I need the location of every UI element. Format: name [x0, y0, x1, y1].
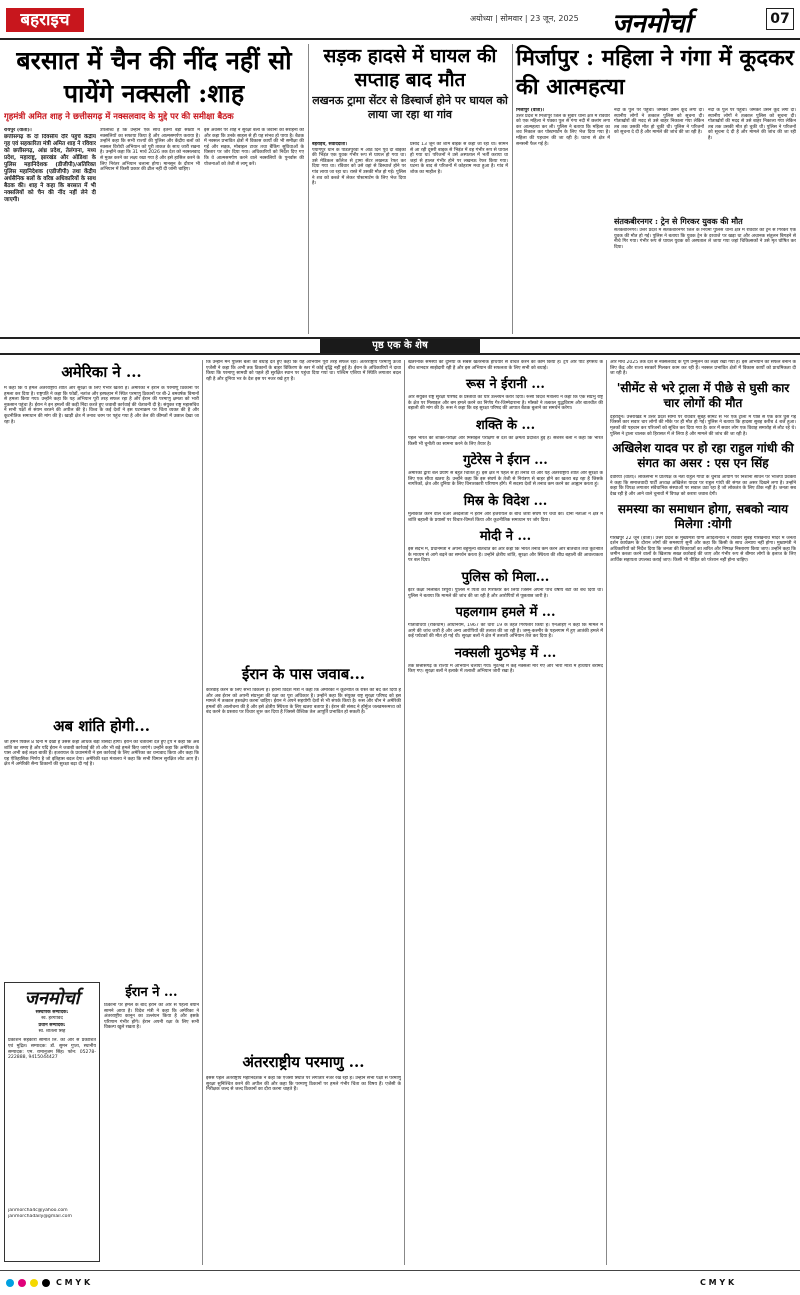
body-text: प्रसाद 13 जून की शाम बाइक से कहीं जा रहा था। सामने से आ रही दूसरी बाइक से भिड़ंत में वह गंभीर रूप से घायल हो गया था। परिजनों ने उसे अस्पताल में भर्ती कराया था जहां से हालत गंभीर होने पर लखनऊ रेफर किया गया। घटना के बाद से परिजनों में कोहराम मचा हुआ है। गांव में शोक का माहौल है।: [410, 142, 508, 175]
day: सोमवार: [500, 14, 523, 23]
headline: मोदी ने ...: [479, 529, 532, 545]
headline: रूस ने ईरानी ...: [466, 377, 545, 393]
headline: ईरान के पास जवाब...: [241, 665, 366, 683]
headline: समस्या का समाधान होगा, सबको न्याय मिलेगा :योगी: [617, 501, 789, 531]
story1-col3: [204, 128, 304, 333]
subhead: गृहमंत्री अमित शाह ने छत्तीसगढ़ में नक्सलवाद के मुद्दे पर की समीक्षा बैठक: [4, 112, 234, 122]
body-text: उपलब्धि है कि उन्होंने एक साथ इतनी बड़ी संख्या में नक्सलियों का सफाया किया है और आत्मसमर्पण कराया है। उन्होंने कहा कि सभी राज्यों की पुलिस और केंद्रीय बलों को नक्सल विरोधी अभियान को पूरी ताकत के साथ जारी रखना है। उन्होंने कहा कि 31 मार्च 2026 तक देश को नक्सलवाद से मुक्त करने का लक्ष्य रखा गया है और इसे हासिल करने के लिए निरंतर अभियान चलाना होगा। मानसून के दौरान भी अभियान में किसी प्रकार की ढील नहीं दी जानी चाहिए।: [100, 128, 200, 173]
headline: गुटेरेस ने ईरान ...: [463, 453, 548, 469]
body-text: नदी के पुल पर पहुंची। जमकर उसने कूद लगा दी। स्थानीय लोगों ने तत्काल पुलिस को सूचना दी। गोताखोरों की मदद से उसे बाहर निकाला गया लेकिन तब तक उसकी मौत हो चुकी थी। पुलिस ने परिजनों को सूचना दे दी है और मामले की जांच की जा रही है।: [708, 108, 796, 141]
body-text: उत्तर प्रदेश में मिर्जापुर जिले के सुवार थाना क्षेत्र में रविवार को एक महिला ने पक्का पुल से गंगा नदी में छलांग लगा कर आत्महत्या कर ली। पुलिस ने बताया कि महिला का शव निकाल कर पोस्टमार्टम के लिए भेज दिया गया है। महिला की पहचान की जा रही है। घटना से क्षेत्र में सनसनी फैल गई है।: [516, 113, 610, 147]
body-text: इस अवसर पर शाह ने सुरक्षा बलों के जवानों की सराहना की और कहा कि उनके साहस से ही यह संभव हो पाया है। बैठक में नक्सल प्रभावित क्षेत्रों में विकास कार्यों की भी समीक्षा की गई और सड़क, मोबाइल टावर तथा बैंकिंग सुविधाओं के विस्तार पर जोर दिया गया। अधिकारियों को निर्देश दिए गए कि वे आत्मसमर्पण करने वाले नक्सलियों के पुनर्वास की योजनाओं को तेजी से लागू करें।: [204, 128, 304, 167]
body-text: पयागपुर थाने के पंडितपुरवा में आठ दिन पूर्व दो बाइकों की भिड़ंत एक युवक गंभीर रूप से घायल हो गया था। उसे मेडिकल कॉलेज से ट्रामा सेंटर लखनऊ रेफर कर दिया गया था। रविवार को उसे वहां से डिस्चार्ज होने पर गांव लाया जा रहा था। रास्ते में उसकी मौत हो गई। पुलिस ने शव को कब्जे में लेकर पोस्टमार्टम के लिए भेज दिया है।: [312, 147, 406, 187]
body-text: कि उन्होंने मैंने पुलिस बलों को बधाई देते हुए कहा कि यह अभियान पूरी तरह सफल रहा। अंतरराष्ट्रीय परमाणु ऊर्जा एजेंसी ने कहा कि अभी तक ठिकानों के बाहर विकिरण के स्तर में कोई वृद्धि नहीं हुई है। ईरान के अधिकारियों ने दावा किया कि परमाणु सामग्री को पहले ही सुरक्षित स्थान पर पहुंचा दिया गया था। पश्चिम एशिया में स्थिति लगातार बदल रही है और दुनिया भर के देश इस पर नजर रखे हुए हैं।: [206, 360, 401, 382]
date: 23 जून, 2025: [530, 14, 579, 23]
col-iran-reply: [206, 360, 401, 1265]
body-text: अमेरिका द्वारा बल प्रयोग से बहुत चिंतित हूं। इस क्षेत्र में पहले से ही तनाव था और यह अंतरराष्ट्रीय शांति और सुरक्षा के लिए एक सीधा खतरा है। उन्होंने कहा कि इस संघर्ष के तेजी से नियंत्रण से बाहर होने का खतरा बढ़ रहा है जिसके नागरिकों, क्षेत्र और दुनिया के लिए विनाशकारी परिणाम होंगे। मैं सदस्य देशों से तनाव कम करने का आह्वान करता हूं।: [408, 471, 603, 488]
story3-col1: [516, 108, 610, 334]
email[interactable]: janmorchadaily@gmail.com: [8, 1213, 72, 1219]
col-world: [408, 360, 603, 1265]
headline: अब शांति होगी...: [53, 717, 150, 735]
section-tag: बहराइच: [6, 8, 84, 32]
body-text: नदी के पुल पर पहुंची। जमकर उसने कूद लगा दी। स्थानीय लोगों ने तत्काल पुलिस को सूचना दी। गोताखोरों की मदद से उसे बाहर निकाला गया लेकिन तब तक उसकी मौत हो चुकी थी। पुलिस ने परिजनों को सूचना दे दी है और मामले की जांच की जा रही है।: [614, 108, 704, 136]
body-text: और संयुक्त राष्ट्र सुरक्षा परिषद के प्रस्तावों का घोर उल्लंघन करार दिया। रूसी विदेश मंत्रालय ने कहा कि एक संप्रभु राष्ट्र के क्षेत्र पर मिसाइल और बम हमले करने का निर्णय गैर-जिम्मेदाराना है। मॉस्को ने तत्काल युद्धविराम और बातचीत की बहाली की मांग की है। रूस ने कहा कि वह सुरक्षा परिषद की आपात बैठक बुलाने का समर्थन करेगा।: [408, 395, 603, 412]
editorial-logo: जनमोर्चा: [24, 988, 80, 1009]
yellow-mark: [30, 1279, 38, 1287]
headline: सड़क हादसे में घायल की सप्ताह बाद मौत: [323, 45, 497, 91]
headline: पुलिस को मिला...: [461, 569, 550, 585]
headline: शक्ति के ...: [475, 417, 536, 433]
info: प्रकाशन सहकारी समिति लि. की ओर से प्रकाशित एवं मुद्रित। सम्पादक: डॉ. सुमन गुप्ता, स्थानीय सम्पादक: एम. रामानुजम सिंह। फोन: 05278-222888, 9415044427: [8, 1038, 96, 1061]
label: प्रधान सम्पादक:: [38, 1023, 66, 1029]
subhead: लखनऊ ट्रामा सेंटर से डिस्चार्ज होने पर घायल को लाया जा रहा था गांव: [312, 94, 508, 121]
story1-col2: [100, 128, 200, 333]
name: स्व. हरगोविंद: [41, 1015, 63, 1021]
body-text: में कहा कि ये हमले अंतरराष्ट्रीय शांति और सुरक्षा के लिए गंभीर खतरा हैं। अमेरिका ने ईरान के परमाणु ठिकानों पर हमला कर दिया है। राष्ट्रपति ने कहा कि फोर्डो, नतांज और इस्फहान में स्थित परमाणु ठिकानों पर बी-2 बमवर्षक विमानों से हमला किया गया। उन्होंने कहा कि यह अभियान पूरी तरह सफल रहा है और ईरान की परमाणु क्षमता को भारी नुकसान पहुंचा है। ईरान ने इन हमलों की कड़ी निंदा करते हुए जवाबी कार्रवाई की चेतावनी दी है। संयुक्त राष्ट्र महासचिव ने सभी पक्षों से संयम बरतने की अपील की है। विश्व के कई देशों ने इस घटनाक्रम पर चिंता व्यक्त की है और कूटनीतिक समाधान की मांग की है। खाड़ी क्षेत्र में तनाव चरम पर पहुंच गया है और तेल की कीमतों में उछाल देखा जा रहा है।: [4, 386, 199, 425]
body-text: खतरनाक समस्या को दुनिया के सबसे खतरनाक हथियार से वंचित करने का काम किया है। ट्रंप और पीट हेगसेथ के बीच शानदार साझेदारी रही है और इस अभियान की सफलता के लिए सभी को बधाई।: [408, 360, 603, 371]
headline: नक्सली मुठभेड़ में ...: [454, 645, 557, 661]
masthead: [0, 0, 800, 40]
col-america: [4, 360, 199, 975]
cyan-mark: [6, 1279, 14, 1287]
body-text: देहरादून। उत्तराखंड में उत्तर प्रदेश सीमा पर रविवार सुबह सीमेंट से भरे एक ट्राला में पीछे से एक कार घुस गई जिससे कार सवार चार लोगों की मौके पर ही मौत हो गई। पुलिस ने बताया कि हादसा सुबह करीब 4 बजे हुआ। मृतकों की पहचान कर परिजनों को सूचित कर दिया गया है। कार में सवार लोग एक विवाह समारोह से लौट रहे थे। पुलिस ने ट्राला चालक को हिरासत में ले लिया है और मामले की जांच की जा रही है।: [610, 414, 796, 437]
body-text: इस संदर्भ में, प्रधानमंत्री ने अपनी बहुमूल्य बातचीत की और कहा कि भारत तनाव कम करने और बातचीत तथा कूटनीति के माध्यम से आगे बढ़ने का समर्थन करता है। उन्होंने क्षेत्रीय शांति, सुरक्षा और स्थिरता की शीघ्र बहाली की आवश्यकता पर बल दिया।: [408, 547, 603, 564]
registration-label: C M Y K: [56, 1278, 91, 1287]
story2-col1: [312, 142, 406, 334]
headline: अंतरराष्ट्रीय परमाणु ...: [242, 1053, 365, 1071]
story1-col1: [4, 128, 96, 333]
footer: [0, 1270, 800, 1295]
col-iran-ne: [104, 982, 199, 1262]
black-mark: [42, 1279, 50, 1287]
headline: अखिलेश यादव पर हो रहा राहुल गांधी की संगत का असर : एस एन सिंह: [612, 441, 794, 471]
body-text: गोरखपुर 22 जून (वार्ता)। उत्तर प्रदेश के मुख्यमंत्री योगी आदित्यनाथ ने रविवार सुबह गोरखनाथ मंदिर में जनता दर्शन कार्यक्रम के दौरान लोगों की समस्याएं सुनीं और कहा कि किसी के साथ अन्याय नहीं होगा। मुख्यमंत्री ने अधिकारियों को निर्देश दिया कि जनता की शिकायतों का त्वरित और निष्पक्ष निस्तारण किया जाए। उन्होंने कहा कि जमीन कब्जा करने वालों के खिलाफ सख्त कार्रवाई की जाए और गंभीर रूप से बीमार लोगों के इलाज के लिए आर्थिक सहायता उपलब्ध कराई जाए। किसी भी पीड़ित को परेशान नहीं होना चाहिए।: [610, 535, 796, 563]
city: अयोध्या: [470, 14, 493, 23]
banner-label: पृष्ठ एक के शेष: [320, 339, 480, 353]
name: स्व. शीतला सिंह: [38, 1028, 66, 1034]
body-text: देवरिया (वार्ता)। लोकसभा में प्रतिपक्ष के नेता राहुल गांधी के चुनाव आयोग पर निशाना साधने पर भाजपा प्रवक्ता ने कहा कि समाजवादी पार्टी अध्यक्ष अखिलेश यादव पर राहुल गांधी की संगत का असर दिखने लगा है। उन्होंने कहा कि विपक्ष लगातार संवैधानिक संस्थाओं पर सवाल उठा रहा है जो लोकतंत्र के लिए ठीक नहीं है। जनता सब देख रही है और आने वाले चुनावों में विपक्ष को करारा जवाब देगी।: [610, 475, 796, 497]
body-text: मुलाकात करने वाले चेअर अब्देलाती ने ईरान और इजरायल के बीच जारी संघर्ष पर चर्चा की। दोनों नेताओं ने क्षेत्र में शांति बहाली के प्रयासों पर विचार-विमर्श किया और कूटनीतिक समाधान पर जोर दिया।: [408, 511, 603, 523]
headline: 'सीमेंट से भरे ट्राला में पीछे से घुसी कार चार लोगों की मौत: [616, 380, 790, 410]
magenta-mark: [18, 1279, 26, 1287]
story3-sub: [614, 216, 796, 334]
brand-logo: जनमोर्चा: [612, 9, 692, 39]
registration-label: C M Y K: [700, 1278, 735, 1287]
body-text: कार्रवाई करने के लिए सभी विकल्प हैं। ईरानी विदेश मंत्री ने कहा कि अमेरिका ने कूटनीति के रास्ते को बंद कर दिया है और अब ईरान को अपनी संप्रभुता की रक्षा का पूरा अधिकार है। उन्होंने कहा कि संयुक्त राष्ट्र सुरक्षा परिषद को इस मामले में तत्काल हस्तक्षेप करना चाहिए। ईरान ने अपने सहयोगी देशों से भी संपर्क किया है। रूस और चीन ने अमेरिकी हमलों की आलोचना की है और इसे क्षेत्रीय स्थिरता के लिए खतरा बताया है। ईरान की संसद ने हॉर्मुज जलडमरूमध्य को बंद करने के प्रस्ताव पर विचार शुरू कर दिया है जिससे वैश्विक तेल आपूर्ति प्रभावित हो सकती है।: [206, 688, 401, 716]
headline: पहलगाम हमले में ...: [455, 605, 556, 621]
dateline: रायपुर (वार्ता)।: [4, 128, 32, 133]
body-text: संतकबीरनगर। उत्तर प्रदेश में संतकबीरनगर जिले के नियमी पुलिस थाना क्षेत्र में रविवार को ट्रेन से गिरकर एक युवक की मौत हो गई। पुलिस ने बताया कि युवक ट्रेन के दरवाजे पर खड़ा था और अचानक संतुलन बिगड़ने से नीचे गिर गया। गंभीर रूप से घायल युवक को अस्पताल ले जाया गया जहां चिकित्सकों ने उसे मृत घोषित कर दिया।: [614, 228, 796, 250]
body-text: ठिकानों पर हमले के बाद ईरान की ओर से पहला बयान सामने आया है। विदेश मंत्री ने कहा कि अमेरिका ने अंतरराष्ट्रीय कानून का उल्लंघन किया है और इसके परिणाम गंभीर होंगे। ईरान अपनी रक्षा के लिए सभी विकल्प खुले रखता है।: [104, 1003, 199, 1031]
dateline: मिर्जापुर (वार्ता)।: [516, 108, 545, 113]
body-text: छत्तीसगढ़ के दो दिवसीय दौरे पहुंचे केंद्रीय गृह एवं सहकारिता मंत्री अमित शाह ने रविवार को छत्तीसगढ़, आंध्र प्रदेश, तेलंगाना, मध्य प्रदेश, महाराष्ट्र, झारखंड और ओडिशा के पुलिस महानिदेशक (डीजीपी)/अतिरिक्त पुलिस महानिदेशक (एडीजीपी) तथा केंद्रीय अर्धसैनिक बलों के वरिष्ठ अधिकारियों के साथ बैठक की। शाह ने कहा कि बरसात में भी नक्सलियों को चैन की नींद नहीं लेने दी जाएगी।: [4, 133, 96, 203]
story-accident: [312, 44, 508, 122]
story2-col2: [410, 142, 508, 334]
subheading: संतकबीरनगर : ट्रेन से गिरकर युवक की मौत: [614, 216, 743, 226]
dateline: बहराइच, संवाददाता।: [312, 142, 347, 147]
editorial-box: [4, 982, 100, 1262]
headline: अमेरिका ने ...: [61, 363, 142, 381]
headline: बरसात में चैन की नींद नहीं सो पायेंगे नक्सली :शाह: [16, 46, 292, 108]
continued-banner: [0, 337, 800, 355]
body-text: पहले भारत की शक्ति-परीक्षा और मिसाइल परीक्षण से देश की क्षमता प्रदर्शित हुई है। सशस्त्र बलों ने कहा कि भारत किसी भी चुनौती का सामना करने के लिए तैयार है।: [408, 435, 603, 447]
body-text: इससे पहले अंतर्राष्ट्रीय महानिदेशक ने कहा कि एजेंसी स्थिति पर लगातार नजर रख रही है। उन्होंने सभी पक्षों से परमाणु सुरक्षा सुनिश्चित करने की अपील की और कहा कि परमाणु ठिकानों पर हमले गंभीर चिंता का विषय हैं। एजेंसी के निरीक्षक जल्द से जल्द ठिकानों का दौरा करना चाहते हैं।: [206, 1076, 401, 1093]
story-mirzapur: [516, 44, 796, 102]
body-text: इंटर कक्षा निलंबित त्रिपुरा। पुलिस ने पिता को गिरफ्तार कर लिया जिसने अपनी पांच वर्षीय बेटी को बेच दिया था। पुलिस ने बताया कि मामले की जांच की जा रही है और आरोपियों से पूछताछ जारी है।: [408, 587, 603, 599]
headline: ईरान ने ...: [125, 985, 178, 1000]
masthead-dateline: अयोध्या | सोमवार | 23 जून, 2025: [470, 14, 579, 23]
story3-col3: [708, 108, 796, 218]
page-number: 07: [766, 8, 794, 30]
headline: मिर्जापुर : महिला ने गंगा में कूदकर की आत्महत्या: [516, 45, 794, 100]
label: संस्थापक सम्पादक:: [35, 1010, 69, 1015]
body-text: जो हमने पिछले 8 दिनों में देखी है उससे कहीं अधिक बड़ी त्रासदी होगी। ईरान को चेतावनी देते हुए ट्रंप ने कहा कि अब शांति का समय है और यदि ईरान ने जवाबी कार्रवाई की तो और भी बड़े हमले किए जाएंगे। उन्होंने कहा कि अमेरिका के पास अभी कई लक्ष्य बाकी हैं। इजरायल के प्रधानमंत्री ने इस कार्रवाई के लिए अमेरिका का धन्यवाद किया और कहा कि यह ऐतिहासिक निर्णय है जो इतिहास बदल देगा। अमेरिकी रक्षा मंत्रालय ने कहा कि सभी विमान सुरक्षित लौट आए हैं। क्षेत्र में अमेरिकी सैन्य ठिकानों की सुरक्षा बढ़ा दी गई है।: [4, 740, 199, 768]
body-text: तक छत्तीसगढ़ के राज्यों में अभियान चलाया गया। मुठभेड़ में कई नक्सली मारे गए और भारी मात्रा में हथियार बरामद किए गए। सुरक्षा बलों ने इलाके में तलाशी अभियान जारी रखा है।: [408, 663, 603, 675]
email[interactable]: janmorcha4c@yahoo.com: [8, 1208, 68, 1214]
headline: मिस्र के विदेश ...: [463, 493, 548, 509]
col-right: [610, 360, 796, 1265]
body-text: गतिविधियां (रोकथाम) अधिनियम, 1967 की धारा 19 के तहत गिरफ्तार किया है। एनआईए ने कहा कि मामले में आगे की जांच जारी है और अन्य आरोपियों की तलाश की जा रही है। जम्मू-कश्मीर के पहलगाम में हुए आतंकी हमले में कई पर्यटकों की मौत हो गई थी। सुरक्षा बलों ने क्षेत्र में तलाशी अभियान तेज कर दिया है।: [408, 623, 603, 640]
body-text: और मार्च 2025 तक देश से नक्सलवाद के पूर्ण उन्मूलन का लक्ष्य रखा गया है। इस अभियान को सफल बनाने के लिए केंद्र और राज्य सरकारें मिलकर काम कर रही हैं। नक्सल प्रभावित क्षेत्रों में विकास कार्यों को प्राथमिकता दी जा रही है।: [610, 360, 796, 377]
